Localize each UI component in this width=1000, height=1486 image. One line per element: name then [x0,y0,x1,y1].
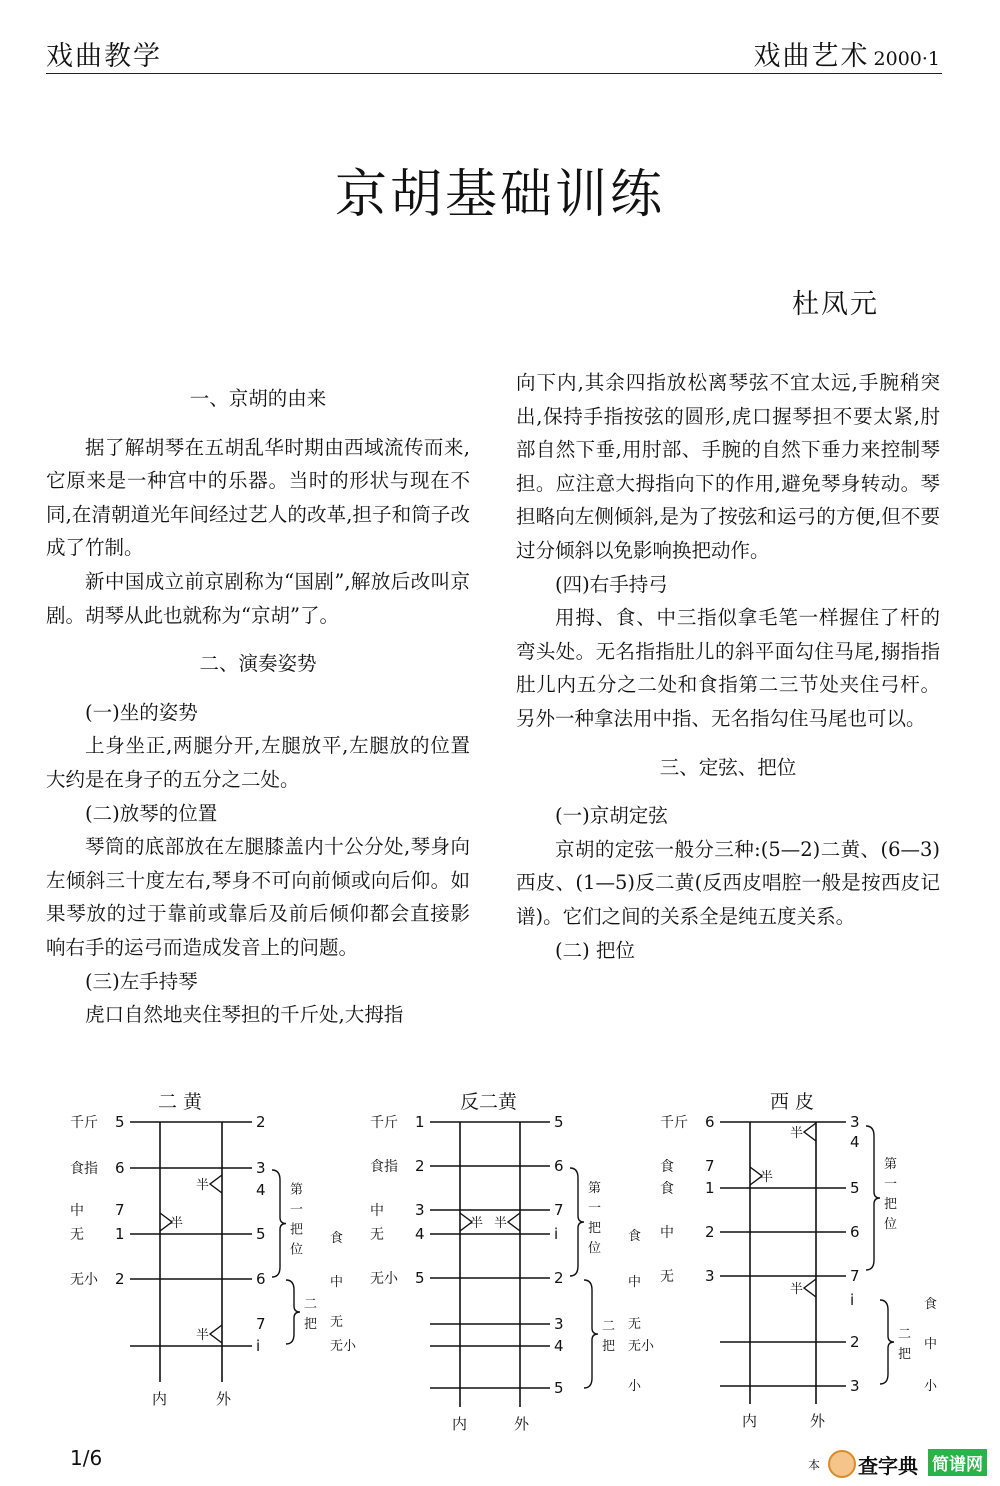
first-position-label: 第 [290,1182,304,1198]
finger-name: 食 [628,1229,642,1244]
note-number: 2 [256,1113,266,1131]
half-step-label: 半 [790,1282,804,1297]
note-number: 4 [256,1181,266,1199]
subsection-heading: (三)左手持琴 [85,969,198,993]
right-column [516,366,940,967]
finger-label: 千斤 [370,1115,398,1131]
half-step-label: 半 [170,1216,184,1231]
half-step-label: 半 [196,1178,210,1193]
note-number: 5 [554,1379,564,1397]
first-position-label: 把 [588,1221,602,1236]
note-number: 1 [705,1179,715,1197]
article-author: 杜凤元 [792,289,879,320]
finger-label: 食指 [370,1159,398,1175]
note-number: 4 [415,1225,425,1243]
first-position-label: 一 [588,1201,602,1216]
outer-label: 外 [514,1415,530,1433]
first-position-label: 把 [884,1197,898,1212]
note-number: 6 [256,1270,266,1288]
note-number: 6 [850,1223,860,1241]
note-number: 5 [554,1113,564,1131]
half-step-label: 半 [790,1126,804,1141]
watermark-brand: 查字典 [858,1454,918,1478]
finger-name: 无 [330,1315,344,1330]
finger-label: 中 [370,1203,384,1219]
header-rule [46,73,942,74]
finger-label: 中 [660,1225,674,1241]
finger-label: 食指 [70,1161,98,1177]
finger-label: 食 [660,1159,674,1175]
finger-name: 小 [924,1379,938,1394]
diagram-title: 西 皮 [770,1091,815,1113]
header-issue: 2000·1 [873,48,940,70]
half-step-bracket [508,1213,520,1231]
paragraph: 据了解胡琴在五胡乱华时期由西域流传而来,它原来是一种宫中的乐器。当时的形状与现在不同,在清朝道光年间经过艺人的改革,担子和筒子改成了竹制。 [46,435,470,560]
article-title: 京胡基础训练 [334,165,665,225]
inner-label: 内 [152,1390,168,1408]
half-step-bracket [210,1325,222,1343]
finger-name: 小 [628,1379,642,1394]
first-position-brace [866,1126,880,1270]
note-number: 5 [256,1225,266,1243]
finger-name: 无 [628,1317,642,1332]
first-position-label: 位 [884,1217,898,1232]
diagram-title: 反二黄 [460,1091,518,1113]
first-position-label: 第 [588,1181,602,1196]
finger-label: 千斤 [70,1115,98,1131]
half-step-label: 半 [494,1216,508,1231]
note-number: 4 [850,1133,860,1151]
note-number: 3 [256,1159,266,1177]
note-number: 6 [115,1159,125,1177]
note-number: 7 [256,1315,266,1333]
outer-label: 外 [216,1390,232,1408]
finger-name: 食 [924,1297,938,1312]
paragraph: 向下内,其余四指放松离琴弦不宜太远,手腕稍突出,保持手指按弦的圆形,虎口握琴担不要太紧,肘部自然下垂,用肘部、手腕的自然下垂力来控制琴担。应注意大拇指向下的作用,避免琴身转动。琴担略向左侧倾斜,是为了按弦和运弓的方便,但不要过分倾斜以免影响换把动作。 [516,371,940,562]
first-position-label: 一 [884,1177,898,1192]
finger-label: 千斤 [660,1115,688,1131]
watermark [808,1448,988,1480]
note-number: 2 [415,1157,425,1175]
second-position-label: 把 [304,1317,318,1332]
first-position-label: 把 [290,1222,304,1238]
first-position-brace [272,1170,286,1277]
finger-label: 食 [660,1181,674,1197]
diagram-title: 二 黄 [158,1091,203,1113]
paragraph: 新中国成立前京剧称为“国剧”,解放后改叫京剧。胡琴从此也就称为“京胡”了。 [46,569,470,627]
half-step-bracket [210,1175,222,1193]
second-position-label: 把 [602,1339,616,1354]
paragraph: 用拇、食、中三指似拿毛笔一样握住了杆的弯头处。无名指指肚儿的斜平面勾住马尾,搦指指肚儿内五分之二处和食指第二三节处夹住弓杆。另外一种拿法用中指、无名指勾住马尾也可以。 [516,606,940,730]
paragraph: 上身坐正,两腿分开,左腿放平,左腿放的位置大约是在身子的五分之二处。 [46,734,470,791]
first-position-label: 位 [588,1241,602,1256]
note-number: 7 [115,1201,125,1219]
note-number: 7 [705,1157,715,1175]
second-position-label: 二 [602,1319,616,1334]
header-journal [754,34,940,73]
finger-name: 中 [924,1337,938,1352]
paragraph: 琴筒的底部放在左腿膝盖内十公分处,琴身向左倾斜三十度左右,琴身不可向前倾或向后仰。如果琴放的过于靠前或靠后及前后倾仰都会直接影响右手的运弓而造成发音上的问题。 [46,835,470,959]
fingering-diagrams [40,1082,970,1442]
finger-label: 无 [660,1269,674,1285]
subsection-heading: (二)放琴的位置 [85,801,218,825]
finger-label: 无小 [70,1272,98,1288]
note-number: 3 [415,1201,425,1219]
note-number: 2 [705,1223,715,1241]
note-number: 6 [705,1113,715,1131]
watermark-site: 简谱网 [928,1449,987,1476]
inner-label: 内 [452,1415,468,1433]
first-position-label: 位 [290,1242,304,1258]
half-step-label: 半 [470,1216,484,1231]
note-number: 3 [705,1267,715,1285]
left-column [46,382,470,1032]
note-number: 5 [850,1179,860,1197]
second-position-label: 把 [898,1347,912,1362]
header-journal-name: 戏曲艺术 [753,41,870,72]
section-heading: 三、定弦、把位 [659,755,797,779]
mascot-icon [828,1450,856,1478]
note-number: 2 [554,1269,564,1287]
fingering-diagrams-svg [40,1082,970,1442]
note-number: 7 [850,1267,860,1285]
finger-name: 中 [628,1275,642,1290]
finger-name: 无小 [628,1339,655,1354]
note-number: 7 [554,1201,564,1219]
note-number: i [256,1337,261,1355]
note-number: 1 [115,1225,125,1243]
subsection-heading: (一)京胡定弦 [555,804,668,828]
finger-label: 无小 [370,1271,398,1287]
note-number: 2 [850,1333,860,1351]
finger-label: 中 [70,1203,84,1219]
first-position-brace [570,1168,584,1276]
paragraph: 虎口自然地夹住琴担的千斤处,大拇指 [85,1003,404,1027]
page-number: 1/6 [70,1446,103,1470]
finger-label: 无 [370,1227,384,1243]
outer-label: 外 [810,1412,826,1430]
second-position-brace [584,1280,598,1388]
inner-label: 内 [742,1412,758,1430]
first-position-label: 第 [884,1157,898,1172]
finger-label: 无 [70,1227,84,1243]
second-position-label: 二 [898,1327,912,1342]
second-position-brace [880,1300,894,1384]
note-number: 5 [115,1113,125,1131]
first-position-label: 一 [290,1202,304,1218]
section-heading: 一、京胡的由来 [189,387,327,410]
watermark-prefix: 本 [808,1458,821,1472]
note-number: 2 [115,1270,125,1288]
note-number: 3 [850,1377,860,1395]
second-position-label: 二 [304,1297,318,1312]
note-number: i [554,1225,559,1243]
finger-name: 中 [330,1275,344,1290]
second-position-brace [286,1280,300,1344]
paragraph: 京胡的定弦一般分三种:(5—2)二黄、(6—3)西皮、(1—5)反二黄(反西皮唱腔一般是按西皮记谱)。它们之间的关系全是纯五度关系。 [516,837,940,928]
half-step-bracket [804,1123,816,1141]
note-number: 3 [850,1113,860,1131]
half-step-bracket [804,1279,816,1297]
section-heading: 二、演奏姿势 [199,652,317,676]
note-number: 5 [415,1269,425,1287]
note-number: 6 [554,1157,564,1175]
finger-name: 食 [330,1231,344,1246]
finger-name: 无小 [330,1339,357,1354]
header-section-title: 戏曲教学 [46,41,162,72]
note-number: 3 [554,1315,564,1333]
half-step-label: 半 [760,1170,774,1185]
subsection-heading: (二) 把位 [555,938,635,962]
note-number: i [850,1291,855,1309]
subsection-heading: (四)右手持弓 [555,572,668,596]
note-number: 1 [415,1113,425,1131]
note-number: 4 [554,1337,564,1355]
half-step-label: 半 [196,1328,210,1343]
subsection-heading: (一)坐的姿势 [85,700,198,724]
